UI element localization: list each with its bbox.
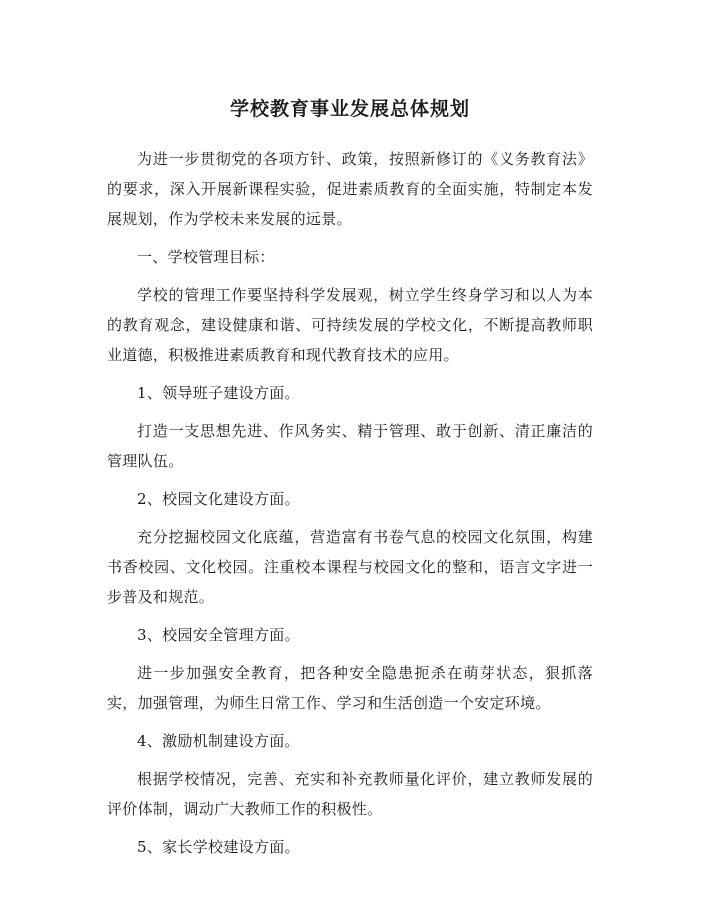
paragraph-management-goals: 学校的管理工作要坚持科学发展观，树立学生终身学习和以人为本的教育观念，建设健康和谐、可持续发展的学校文化，不断提高教师职业道德，积极推进素质教育和现代教育技术的应用。 xyxy=(107,286,593,364)
subheading-leadership: 1、领导班子建设方面。 xyxy=(137,384,300,402)
subheading-campus-safety: 3、校园安全管理方面。 xyxy=(137,626,300,644)
document-title: 学校教育事业发展总体规划 xyxy=(229,98,470,120)
paragraph-campus-culture: 充分挖掘校园文化底蕴，营造富有书卷气息的校园文化氛围，构建书香校园、文化校园。注重校本课程与校园文化的整和，语言文字进一步普及和规范。 xyxy=(107,528,593,606)
subheading-incentive-mechanism: 4、激励机制建设方面。 xyxy=(137,732,300,750)
subheading-parent-school: 5、家长学校建设方面。 xyxy=(137,838,300,856)
paragraph-incentive-mechanism: 根据学校情况，完善、充实和补充教师量化评价，建立教师发展的评价体制，调动广大教师工作的积极性。 xyxy=(107,770,593,818)
document-page xyxy=(107,96,593,870)
paragraph-intro: 为进一步贯彻党的各项方针、政策，按照新修订的《义务教育法》的要求，深入开展新课程实验，促进素质教育的全面实施，特制定本发展规划，作为学校未来发展的远景。 xyxy=(107,150,593,228)
subheading-campus-culture: 2、校园文化建设方面。 xyxy=(137,490,300,508)
paragraph-campus-safety: 进一步加强安全教育，把各种安全隐患扼杀在萌芽状态，狠抓落实，加强管理，为师生日常工作、学习和生活创造一个安定环境。 xyxy=(107,664,593,712)
section-heading-management-goals: 一、学校管理目标： xyxy=(137,248,275,266)
paragraph-leadership: 打造一支思想先进、作风务实、精于管理、敢于创新、清正廉洁的管理队伍。 xyxy=(107,422,593,470)
